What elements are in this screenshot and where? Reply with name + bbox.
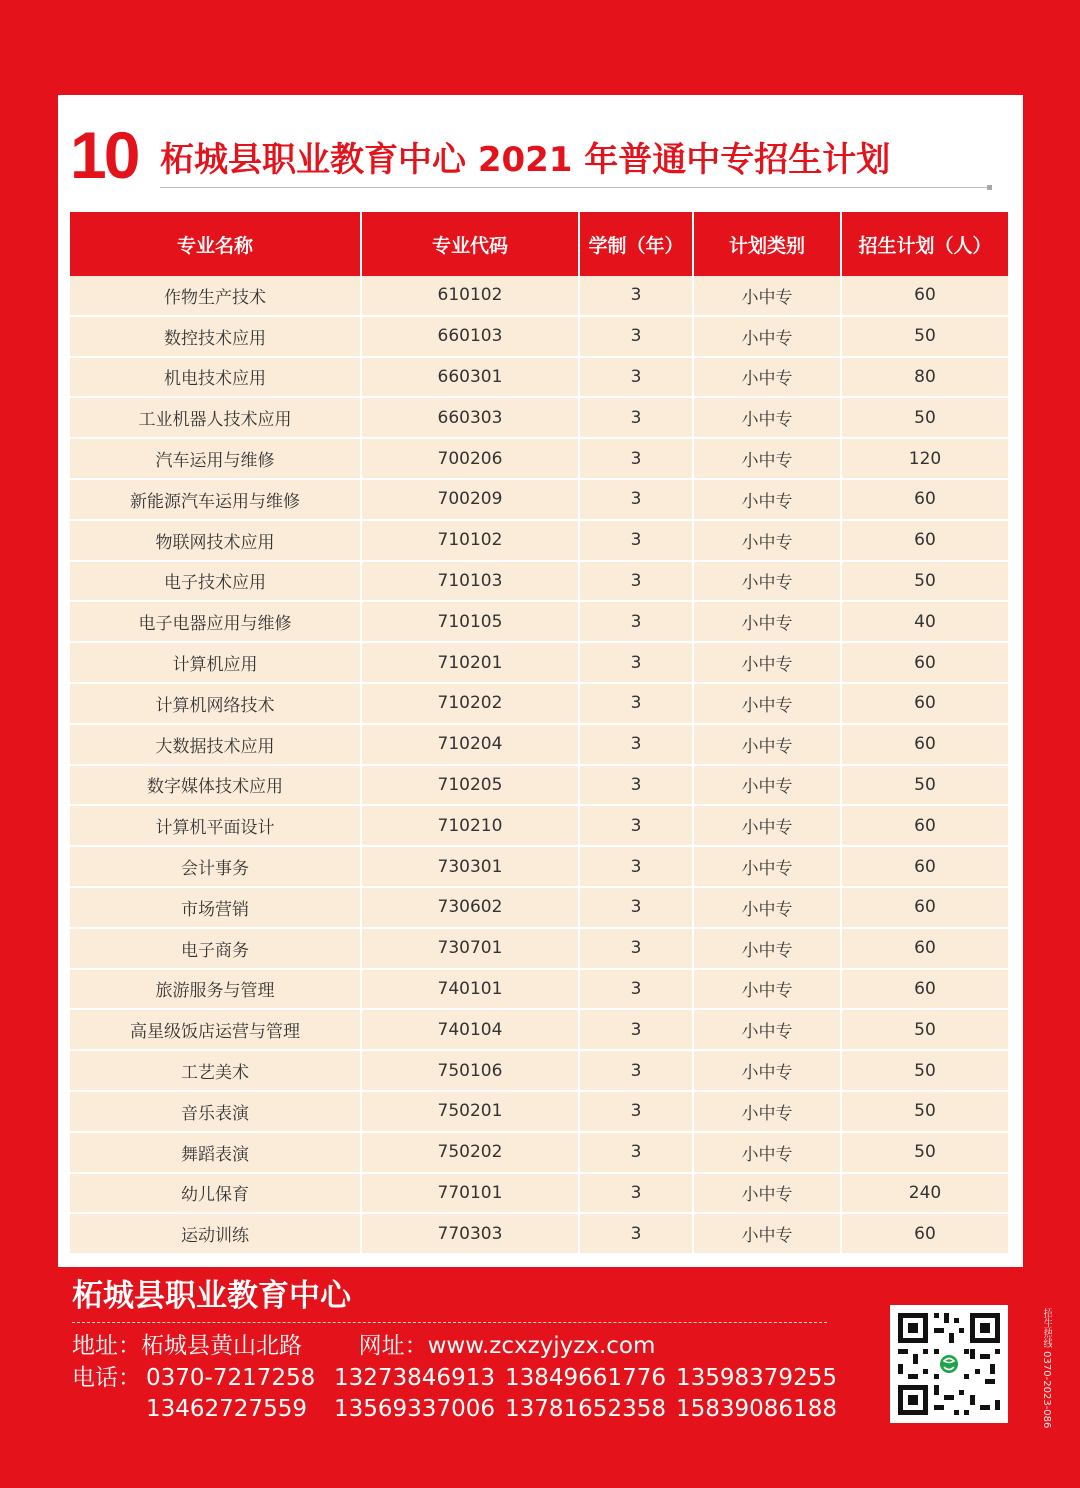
table-row xyxy=(70,1213,1008,1254)
plan-type-cell: 小中专 xyxy=(693,316,841,357)
major-code-cell: 710102 xyxy=(361,520,579,561)
major-name-cell: 工艺美术 xyxy=(70,1050,361,1091)
major-code-cell: 770101 xyxy=(361,1173,579,1214)
column-header: 计划类别 xyxy=(693,212,841,276)
duration-cell: 3 xyxy=(579,1009,693,1050)
quota-cell: 50 xyxy=(841,1009,1008,1050)
qr-code-icon[interactable] xyxy=(890,1305,1008,1423)
table-row xyxy=(70,601,1008,642)
major-name-cell: 计算机网络技术 xyxy=(70,683,361,724)
major-name-cell: 计算机应用 xyxy=(70,642,361,683)
plan-type-cell: 小中专 xyxy=(693,479,841,520)
quota-cell: 50 xyxy=(841,1091,1008,1132)
major-code-cell: 710202 xyxy=(361,683,579,724)
major-name-cell: 物联网技术应用 xyxy=(70,520,361,561)
quota-cell: 60 xyxy=(841,887,1008,928)
major-name-cell: 作物生产技术 xyxy=(70,276,361,316)
phone-label: 电话： xyxy=(72,1365,141,1391)
table-row xyxy=(70,276,1008,316)
major-code-cell: 770303 xyxy=(361,1213,579,1254)
duration-cell: 3 xyxy=(579,1132,693,1173)
quota-cell: 120 xyxy=(841,438,1008,479)
quota-cell: 60 xyxy=(841,928,1008,969)
phone-number: 0370-7217258 xyxy=(146,1365,316,1391)
duration-cell: 3 xyxy=(579,276,693,316)
quota-cell: 50 xyxy=(841,397,1008,438)
table-row xyxy=(70,928,1008,969)
table-row xyxy=(70,1091,1008,1132)
phone-number: 13273846913 xyxy=(334,1365,495,1391)
table-row xyxy=(70,479,1008,520)
plan-type-cell: 小中专 xyxy=(693,1091,841,1132)
website-label: 网址： xyxy=(358,1333,428,1359)
table-row xyxy=(70,1173,1008,1214)
major-name-cell: 旅游服务与管理 xyxy=(70,969,361,1010)
plan-type-cell: 小中专 xyxy=(693,561,841,602)
major-name-cell: 计算机平面设计 xyxy=(70,805,361,846)
major-code-cell: 700206 xyxy=(361,438,579,479)
table-row xyxy=(70,1050,1008,1091)
duration-cell: 3 xyxy=(579,1173,693,1214)
duration-cell: 3 xyxy=(579,316,693,357)
major-name-cell: 音乐表演 xyxy=(70,1091,361,1132)
major-name-cell: 会计事务 xyxy=(70,846,361,887)
phone-number: 13462727559 xyxy=(146,1396,307,1422)
duration-cell: 3 xyxy=(579,724,693,765)
table-row xyxy=(70,357,1008,398)
major-name-cell: 舞蹈表演 xyxy=(70,1132,361,1173)
quota-cell: 60 xyxy=(841,846,1008,887)
footer-divider xyxy=(72,1322,827,1323)
qr-code-graphic xyxy=(890,1305,1008,1423)
major-code-cell: 710205 xyxy=(361,765,579,806)
plan-type-cell: 小中专 xyxy=(693,1132,841,1173)
duration-cell: 3 xyxy=(579,887,693,928)
quota-cell: 60 xyxy=(841,642,1008,683)
major-name-cell: 幼儿保育 xyxy=(70,1173,361,1214)
phone-number: 15839086188 xyxy=(676,1396,837,1422)
duration-cell: 3 xyxy=(579,805,693,846)
plan-type-cell: 小中专 xyxy=(693,520,841,561)
page-title: 柘城县职业教育中心 2021 年普通中专招生计划 xyxy=(160,140,891,180)
duration-cell: 3 xyxy=(579,765,693,806)
major-code-cell: 740101 xyxy=(361,969,579,1010)
major-name-cell: 机电技术应用 xyxy=(70,357,361,398)
major-name-cell: 电子电器应用与维修 xyxy=(70,601,361,642)
website-link[interactable]: www.zcxzyjyzx.com xyxy=(427,1333,656,1359)
page-number: 10 xyxy=(70,118,138,192)
duration-cell: 3 xyxy=(579,438,693,479)
quota-cell: 50 xyxy=(841,316,1008,357)
phone-number: 13781652358 xyxy=(505,1396,666,1422)
major-name-cell: 电子技术应用 xyxy=(70,561,361,602)
quota-cell: 50 xyxy=(841,561,1008,602)
quota-cell: 60 xyxy=(841,520,1008,561)
duration-cell: 3 xyxy=(579,1050,693,1091)
table-row xyxy=(70,316,1008,357)
major-name-cell: 大数据技术应用 xyxy=(70,724,361,765)
plan-type-cell: 小中专 xyxy=(693,805,841,846)
address-label: 地址： xyxy=(72,1333,141,1359)
school-name: 柘城县职业教育中心 xyxy=(72,1278,351,1314)
quota-cell: 60 xyxy=(841,805,1008,846)
duration-cell: 3 xyxy=(579,683,693,724)
major-code-cell: 750106 xyxy=(361,1050,579,1091)
title-divider-dot xyxy=(987,185,992,190)
duration-cell: 3 xyxy=(579,397,693,438)
table-row xyxy=(70,765,1008,806)
major-code-cell: 710204 xyxy=(361,724,579,765)
table-row xyxy=(70,805,1008,846)
quota-cell: 240 xyxy=(841,1173,1008,1214)
major-code-cell: 710105 xyxy=(361,601,579,642)
side-vertical-text: 招生热线 0370-2023-086 xyxy=(1041,1308,1052,1429)
column-header: 专业名称 xyxy=(70,212,361,276)
plan-type-cell: 小中专 xyxy=(693,1050,841,1091)
major-code-cell: 710103 xyxy=(361,561,579,602)
table-row xyxy=(70,846,1008,887)
plan-type-cell: 小中专 xyxy=(693,397,841,438)
table-row xyxy=(70,1009,1008,1050)
major-code-cell: 740104 xyxy=(361,1009,579,1050)
title-divider xyxy=(160,187,990,188)
plan-type-cell: 小中专 xyxy=(693,969,841,1010)
major-name-cell: 高星级饭店运营与管理 xyxy=(70,1009,361,1050)
table-row xyxy=(70,724,1008,765)
duration-cell: 3 xyxy=(579,846,693,887)
plan-type-cell: 小中专 xyxy=(693,601,841,642)
major-code-cell: 750202 xyxy=(361,1132,579,1173)
quota-cell: 60 xyxy=(841,479,1008,520)
major-code-cell: 730701 xyxy=(361,928,579,969)
quota-cell: 60 xyxy=(841,1213,1008,1254)
plan-type-cell: 小中专 xyxy=(693,1173,841,1214)
major-code-cell: 660303 xyxy=(361,397,579,438)
table-header-row xyxy=(70,212,1008,276)
table-row xyxy=(70,520,1008,561)
duration-cell: 3 xyxy=(579,479,693,520)
major-code-cell: 750201 xyxy=(361,1091,579,1132)
major-name-cell: 数控技术应用 xyxy=(70,316,361,357)
table-row xyxy=(70,561,1008,602)
duration-cell: 3 xyxy=(579,928,693,969)
major-code-cell: 730301 xyxy=(361,846,579,887)
plan-type-cell: 小中专 xyxy=(693,438,841,479)
table-row xyxy=(70,438,1008,479)
major-name-cell: 工业机器人技术应用 xyxy=(70,397,361,438)
major-code-cell: 660301 xyxy=(361,357,579,398)
plan-type-cell: 小中专 xyxy=(693,1213,841,1254)
column-header: 招生计划（人） xyxy=(841,212,1008,276)
plan-type-cell: 小中专 xyxy=(693,683,841,724)
duration-cell: 3 xyxy=(579,1213,693,1254)
column-header: 学制（年） xyxy=(579,212,693,276)
table-row xyxy=(70,969,1008,1010)
table-row xyxy=(70,1132,1008,1173)
plan-type-cell: 小中专 xyxy=(693,928,841,969)
table-row xyxy=(70,887,1008,928)
major-code-cell: 710210 xyxy=(361,805,579,846)
plan-type-cell: 小中专 xyxy=(693,1009,841,1050)
table-row xyxy=(70,642,1008,683)
plan-type-cell: 小中专 xyxy=(693,846,841,887)
quota-cell: 80 xyxy=(841,357,1008,398)
address-line xyxy=(72,1335,655,1358)
address-value: 柘城县黄山北路 xyxy=(141,1333,302,1359)
plan-type-cell: 小中专 xyxy=(693,887,841,928)
major-code-cell: 700209 xyxy=(361,479,579,520)
quota-cell: 40 xyxy=(841,601,1008,642)
duration-cell: 3 xyxy=(579,969,693,1010)
major-name-cell: 数字媒体技术应用 xyxy=(70,765,361,806)
phone-number: 13849661776 xyxy=(505,1365,666,1391)
quota-cell: 60 xyxy=(841,724,1008,765)
enrollment-plan-table xyxy=(70,212,1008,1255)
duration-cell: 3 xyxy=(579,1091,693,1132)
duration-cell: 3 xyxy=(579,601,693,642)
quota-cell: 50 xyxy=(841,1050,1008,1091)
major-name-cell: 市场营销 xyxy=(70,887,361,928)
duration-cell: 3 xyxy=(579,357,693,398)
major-code-cell: 710201 xyxy=(361,642,579,683)
plan-type-cell: 小中专 xyxy=(693,724,841,765)
plan-type-cell: 小中专 xyxy=(693,276,841,316)
major-code-cell: 610102 xyxy=(361,276,579,316)
phone-number: 13569337006 xyxy=(334,1396,495,1422)
duration-cell: 3 xyxy=(579,642,693,683)
major-name-cell: 新能源汽车运用与维修 xyxy=(70,479,361,520)
column-header: 专业代码 xyxy=(361,212,579,276)
phone-number: 13598379255 xyxy=(676,1365,837,1391)
major-name-cell: 汽车运用与维修 xyxy=(70,438,361,479)
plan-type-cell: 小中专 xyxy=(693,357,841,398)
major-code-cell: 660103 xyxy=(361,316,579,357)
quota-cell: 50 xyxy=(841,765,1008,806)
quota-cell: 50 xyxy=(841,1132,1008,1173)
plan-type-cell: 小中专 xyxy=(693,765,841,806)
plan-type-cell: 小中专 xyxy=(693,642,841,683)
table-row xyxy=(70,683,1008,724)
major-code-cell: 730602 xyxy=(361,887,579,928)
table-body xyxy=(70,276,1008,1254)
major-name-cell: 运动训练 xyxy=(70,1213,361,1254)
major-name-cell: 电子商务 xyxy=(70,928,361,969)
quota-cell: 60 xyxy=(841,276,1008,316)
duration-cell: 3 xyxy=(579,561,693,602)
duration-cell: 3 xyxy=(579,520,693,561)
table-row xyxy=(70,397,1008,438)
quota-cell: 60 xyxy=(841,683,1008,724)
quota-cell: 60 xyxy=(841,969,1008,1010)
